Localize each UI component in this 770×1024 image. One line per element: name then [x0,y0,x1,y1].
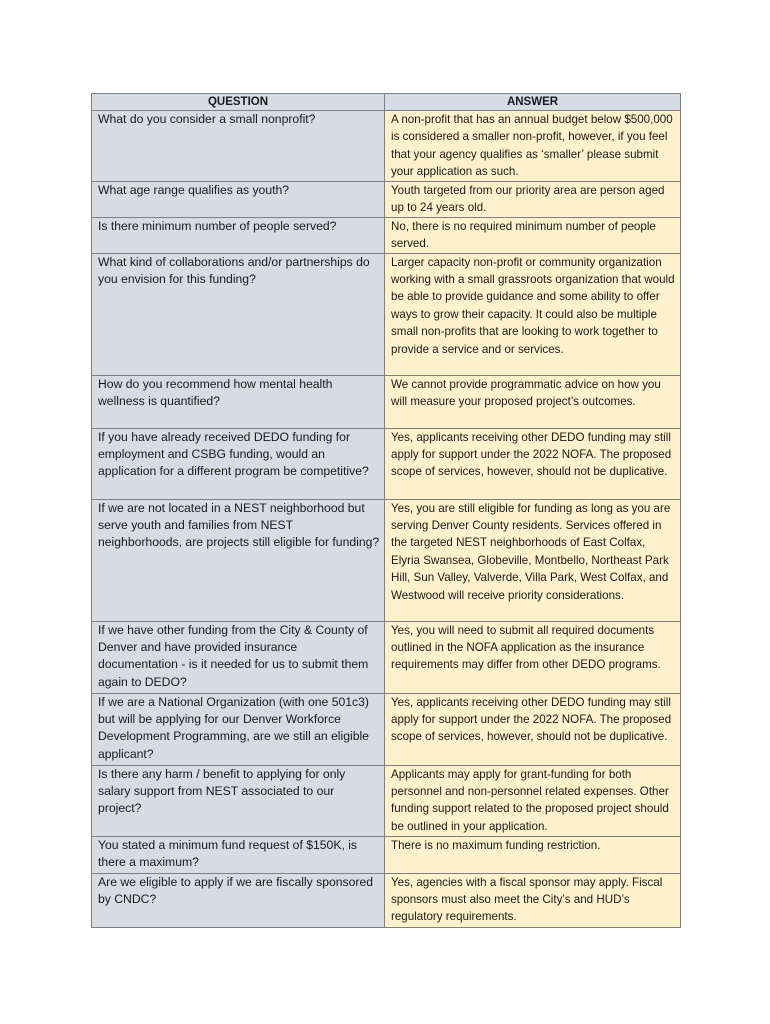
table-row [92,499,681,621]
answer-cell: Yes, you will need to submit all required documents outlined in the NOFA application as the insurance requirements may differ from other DEDO programs. [385,621,681,693]
answer-cell: There is no maximum funding restriction. [385,836,681,873]
question-cell: If we are not located in a NEST neighborhood but serve youth and families from NEST neighborhoods, are projects still eligible for funding? [92,499,385,621]
table-row [92,765,681,836]
question-column-header: QUESTION [92,94,385,111]
answer-cell: Yes, applicants receiving other DEDO funding may still apply for support under the 2022 NOFA. The proposed scope of services, however, should not be duplicative. [385,693,681,765]
question-cell: If we are a National Organization (with one 501c3) but will be applying for our Denver Workforce Development Programming, are we still an eligible applicant? [92,693,385,765]
question-cell: You stated a minimum fund request of $150K, is there a maximum? [92,836,385,873]
answer-cell: No, there is no required minimum number of people served. [385,217,681,253]
table-row [92,253,681,375]
answer-cell: Yes, you are still eligible for funding as long as you are serving Denver County residents. Services offered in the targeted NEST neighborhoods of East Colfax, Elyria Swansea, Globeville, Montbello, Northeast Park Hill, Sun Valley, Valverde, Villa Park, West Colfax, and Westwood will receive priority considerations. [385,499,681,621]
question-cell: If you have already received DEDO funding for employment and CSBG funding, would an application for a different program be competitive? [92,428,385,499]
table-body [92,111,681,928]
answer-cell: Yes, applicants receiving other DEDO funding may still apply for support under the 2022 NOFA. The proposed scope of services, however, should not be duplicative. [385,428,681,499]
header-row [92,94,681,111]
answer-cell: Youth targeted from our priority area are person aged up to 24 years old. [385,182,681,218]
table-header [92,94,681,111]
answer-cell: A non-profit that has an annual budget below $500,000 is considered a smaller non-profit, however, if you feel that your agency qualifies as ‘smaller’ please submit your application as such. [385,111,681,182]
question-cell: Are we eligible to apply if we are fiscally sponsored by CNDC? [92,873,385,927]
table-row [92,111,681,182]
question-cell: Is there any harm / benefit to applying for only salary support from NEST associated to our project? [92,765,385,836]
table-row [92,217,681,253]
question-cell: What age range qualifies as youth? [92,182,385,218]
table-row [92,873,681,927]
table-row [92,375,681,428]
answer-cell: Yes, agencies with a fiscal sponsor may apply. Fiscal sponsors must also meet the City’s and HUD’s regulatory requirements. [385,873,681,927]
answer-column-header: ANSWER [385,94,681,111]
question-cell: If we have other funding from the City & County of Denver and have provided insurance documentation - is it needed for us to submit them again to DEDO? [92,621,385,693]
question-cell: How do you recommend how mental health wellness is quantified? [92,375,385,428]
answer-cell: We cannot provide programmatic advice on how you will measure your proposed project’s outcomes. [385,375,681,428]
question-cell: What kind of collaborations and/or partnerships do you envision for this funding? [92,253,385,375]
answer-cell: Larger capacity non-profit or community organization working with a small grassroots organization that would be able to provide guidance and some ability to offer ways to grow their capacity. It could also be multiple small non-profits that are looking to work together to provide a service and or services. [385,253,681,375]
table-row [92,693,681,765]
answer-cell: Applicants may apply for grant-funding for both personnel and non-personnel related expenses. Other funding support related to the proposed project should be outlined in your application. [385,765,681,836]
question-cell: What do you consider a small nonprofit? [92,111,385,182]
table-row [92,428,681,499]
table-row [92,836,681,873]
table-row [92,621,681,693]
question-cell: Is there minimum number of people served? [92,217,385,253]
faq-table [91,93,681,928]
table-row [92,182,681,218]
